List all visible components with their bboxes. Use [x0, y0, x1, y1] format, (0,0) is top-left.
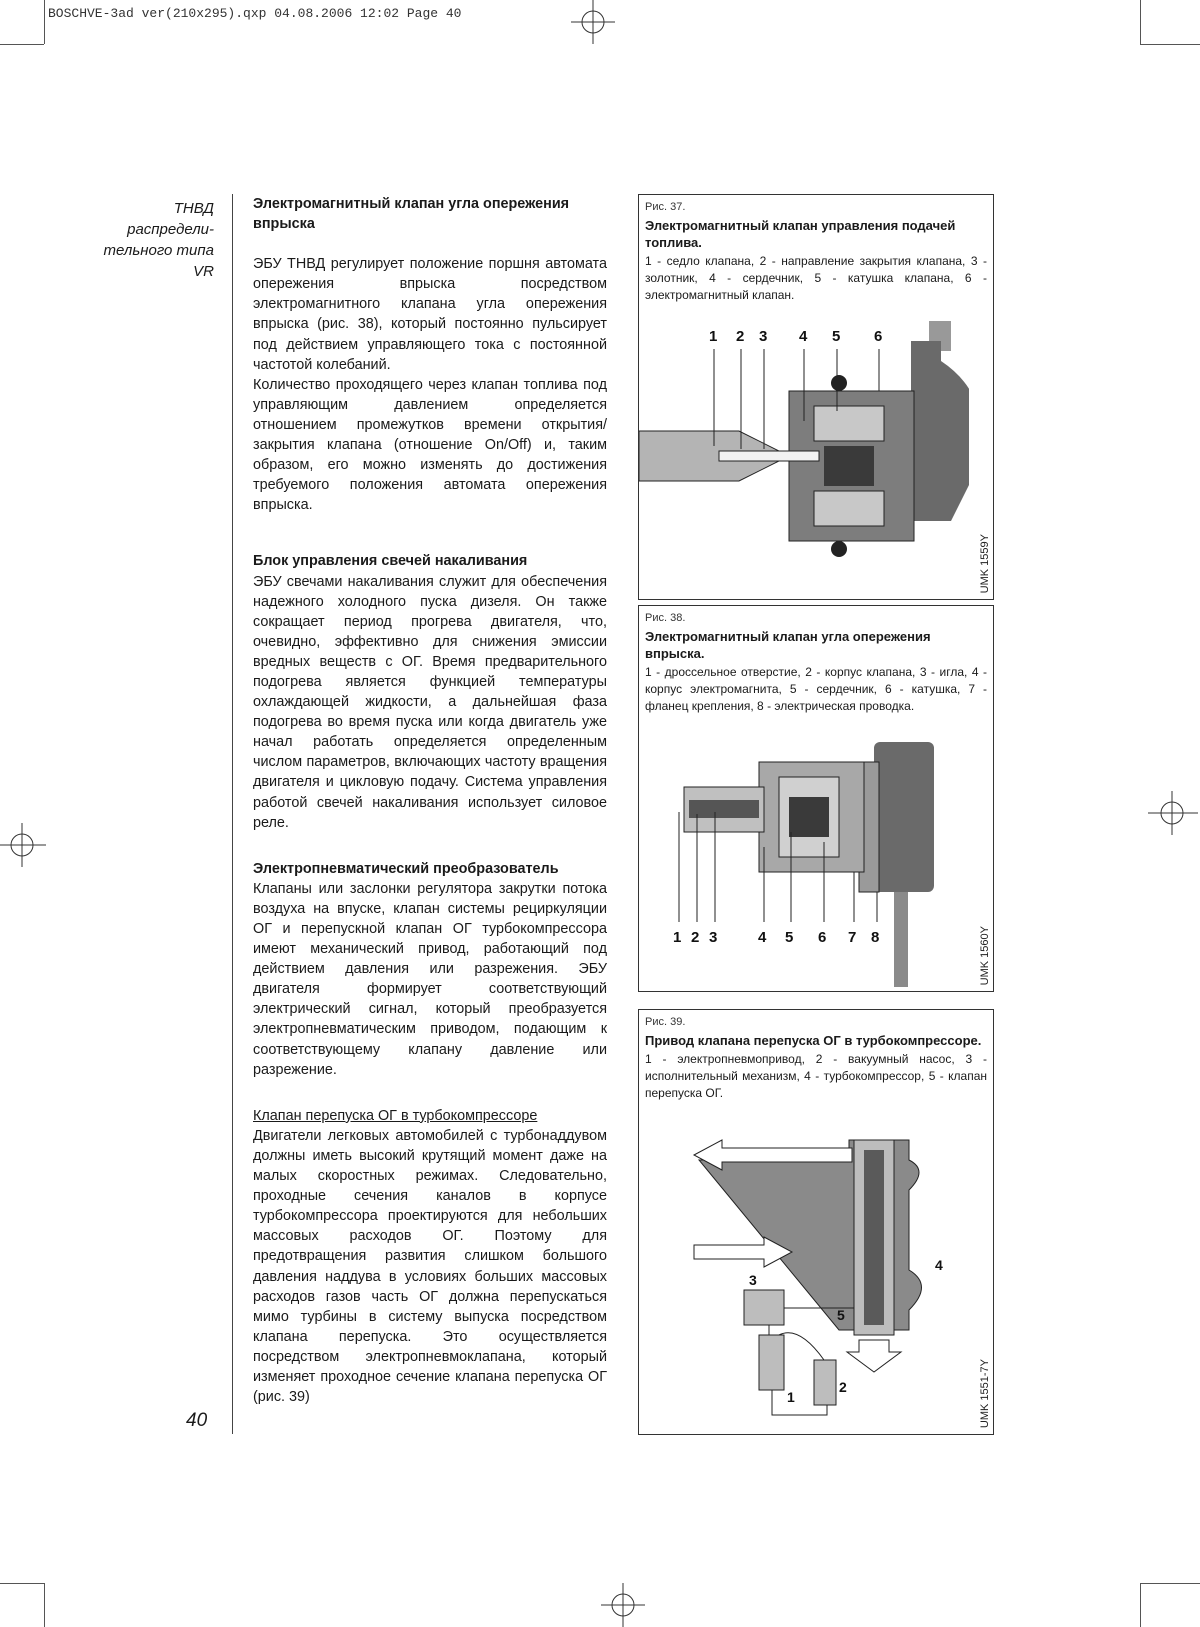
paragraph: ЭБУ свечами накаливания служит для обеспечения надежного холодного пуска дизеля. Он также сокращает период прогрева двигателя, что, очевидно, эффективно для снижения эмиссии вредных веществ с ОГ. Время предварительного подогрева является функцией температуры охлаждающей жидкости, а дальнейшая фаза подогрева во время пуска или когда двигатель уже начал работать определяется определенным числом параметров, включающих частоту вращения двигателя и цикловую подачу. Система управления работой свечей накаливания использует силовое реле. — [253, 573, 607, 831]
callout-number: 3 — [749, 1272, 757, 1288]
column-divider — [232, 194, 233, 1434]
main-text-column — [253, 194, 607, 1407]
registration-mark-left — [0, 820, 50, 870]
section-heading: Электромагнитный клапан угла опережения впрыска — [253, 196, 570, 233]
injection-timing-valve-diagram — [639, 742, 969, 987]
callout-number: 4 — [799, 328, 808, 345]
figure-caption: 1 - дроссельное отверстие, 2 - корпус клапана, 3 - игла, 4 - корпус электромагнита, 5 - сердечник, 6 - катушка, 7 - фланец крепления, 8 - электрическая проводка. — [645, 665, 987, 713]
figure-label: Рис. 39. — [645, 1016, 686, 1028]
page-number: 40 — [186, 1410, 208, 1431]
figure-38 — [638, 605, 994, 992]
callout-number: 5 — [837, 1307, 845, 1323]
crop-mark — [1140, 1583, 1141, 1627]
crop-mark — [44, 1583, 45, 1627]
callout-number: 5 — [785, 929, 794, 946]
print-slug: BOSCHVE-3ad ver(210x295).qxp 04.08.2006 12:02 Page 40 — [48, 6, 462, 21]
registration-mark-right — [1140, 788, 1200, 838]
callout-number: 1 — [709, 328, 718, 345]
callout-number: 5 — [832, 328, 841, 345]
figure-title: Привод клапана перепуска ОГ в турбокомпрессоре. — [645, 1033, 982, 1048]
callout-number: 2 — [839, 1379, 847, 1395]
section-heading: Электропневматический преобразователь — [253, 860, 559, 877]
callout-number: 1 — [673, 929, 682, 946]
figure-code: UMK 1559Y — [979, 533, 991, 593]
figure-code: UMK 1551-7Y — [979, 1358, 991, 1428]
callout-number: 8 — [871, 929, 880, 946]
crop-mark — [0, 44, 44, 45]
sidebar-line: тельного типа — [103, 242, 214, 259]
figure-37 — [638, 194, 994, 600]
callout-number: 7 — [848, 929, 857, 946]
crop-mark — [44, 0, 45, 44]
callout-number: 3 — [759, 328, 768, 345]
wastegate-actuator-diagram — [639, 1130, 969, 1430]
callout-number: 6 — [818, 929, 827, 946]
callout-number: 2 — [736, 328, 745, 345]
callout-number: 4 — [758, 929, 767, 946]
paragraph: Клапаны или заслонки регулятора закрутки потока воздуха на впуске, клапан системы рециркуляции ОГ и перепускной клапан ОГ турбокомпрессора имеют механический привод, работающий под действием давления или разрежения. ЭБУ двигателя формирует соответствующий электрический сигнал, который преобразуется электропневматическим приводом, подающим к соответствующему клапану давление или разрежение. — [253, 880, 607, 1078]
paragraph: ЭБУ ТНВД регулирует положение поршня автомата опережения впрыска посредством электромагнитного клапана угла опережения впрыска (рис. 38), который постоянно пульсирует под действием управляющего тока с постоянной частотой колебаний. — [253, 256, 607, 373]
subsection-heading: Клапан перепуска ОГ в турбокомпрессоре — [253, 1107, 538, 1124]
figure-caption: 1 - электропневмопривод, 2 - вакуумный насос, 3 - исполнительный механизм, 4 - турбокомпрессор, 5 - клапан перепуска ОГ. — [645, 1052, 987, 1100]
section-heading: Блок управления свечей накаливания — [253, 553, 528, 570]
registration-mark-top — [568, 0, 618, 44]
sidebar-line: ТНВД — [173, 200, 214, 217]
paragraph: Двигатели легковых автомобилей с турбонаддувом должны иметь высокий крутящий момент даже на малых скоростных режимах. Следовательно, проходные сечения каналов в корпусе турбокомпрессора проектируются для небольших массовых расходов ОГ. Поэтому для предотвращения развития слишком большого давления наддува в условиях больших массовых расходов газов часть ОГ должна перепускаться мимо турбины в систему выпуска посредством клапана перепуска. Это осуществляется посредством электропневмоклапана, который изменяет проходное сечение клапана перепуска ОГ (рис. 39) — [253, 1127, 607, 1406]
paragraph: Количество проходящего через клапан топлива под управляющим давлением определяется отношением промежутков времени открытия/закрытия клапана (отношение On/Off) и, таким образом, его можно изменять до достижения требуемого положения автомата опережения впрыска. — [253, 376, 607, 514]
figure-label: Рис. 38. — [645, 612, 686, 624]
crop-mark — [1140, 0, 1141, 44]
callout-number: 4 — [935, 1257, 943, 1273]
crop-mark — [1140, 44, 1200, 45]
crop-mark — [0, 1583, 44, 1584]
sidebar-line: распредели- — [127, 221, 214, 238]
figure-39 — [638, 1009, 994, 1435]
figure-title: Электромагнитный клапан угла опережения впрыска. — [645, 629, 931, 661]
callout-number: 2 — [691, 929, 700, 946]
figure-caption: 1 - седло клапана, 2 - направление закрытия клапана, 3 - золотник, 4 - сердечник, 5 - катушка клапана, 6 - электромагнитный клапан. — [645, 254, 987, 302]
crop-mark — [1140, 1583, 1200, 1584]
solenoid-valve-diagram — [639, 321, 969, 597]
figure-code: UMK 1560Y — [979, 925, 991, 985]
callout-number: 1 — [787, 1389, 795, 1405]
sidebar-line: VR — [193, 263, 214, 280]
registration-mark-bottom — [598, 1583, 648, 1627]
section-sidebar-label — [96, 198, 214, 282]
figure-label: Рис. 37. — [645, 201, 686, 213]
callout-number: 6 — [874, 328, 883, 345]
figure-title: Электромагнитный клапан управления подачей топлива. — [645, 218, 956, 250]
callout-number: 3 — [709, 929, 718, 946]
